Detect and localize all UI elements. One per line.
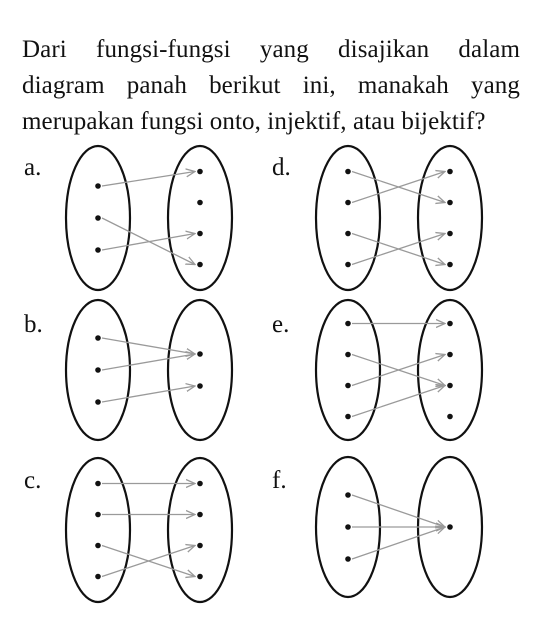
- codomain-element-dot: [447, 200, 453, 206]
- domain-element-dot: [95, 543, 101, 549]
- mapping-arrow: [102, 172, 195, 187]
- codomain-element-dot: [447, 262, 453, 268]
- codomain-element-dot: [197, 383, 203, 389]
- domain-element-dot: [95, 399, 101, 405]
- diagram-label-c: c.: [24, 467, 42, 494]
- codomain-element-dot: [197, 351, 203, 357]
- codomain-element-dot: [447, 231, 453, 237]
- domain-element-dot: [345, 383, 351, 389]
- codomain-element-dot: [447, 524, 453, 530]
- diagram-e: [316, 300, 482, 440]
- codomain-element-dot: [447, 383, 453, 389]
- codomain-set-oval: [168, 458, 232, 602]
- codomain-set-oval: [418, 146, 482, 290]
- codomain-element-dot: [447, 352, 453, 358]
- domain-element-dot: [95, 335, 101, 341]
- codomain-element-dot: [197, 231, 203, 237]
- domain-element-dot: [95, 215, 101, 221]
- mapping-arrow: [352, 386, 445, 417]
- domain-element-dot: [345, 414, 351, 420]
- diagram-label-b: b.: [24, 311, 43, 338]
- domain-set-oval: [66, 458, 130, 602]
- mapping-arrow: [352, 527, 445, 559]
- codomain-element-dot: [197, 169, 203, 175]
- diagram-b: [66, 300, 232, 440]
- domain-element-dot: [95, 574, 101, 580]
- codomain-element-dot: [197, 262, 203, 268]
- diagram-label-a: a.: [24, 154, 42, 181]
- codomain-element-dot: [447, 414, 453, 420]
- diagram-label-d: d.: [272, 154, 291, 181]
- domain-element-dot: [345, 262, 351, 268]
- codomain-element-dot: [197, 574, 203, 580]
- codomain-set-oval: [168, 146, 232, 290]
- domain-set-oval: [316, 146, 380, 290]
- codomain-element-dot: [197, 543, 203, 549]
- diagram-f: [316, 457, 482, 597]
- domain-element-dot: [345, 321, 351, 327]
- domain-element-dot: [345, 169, 351, 175]
- codomain-element-dot: [197, 481, 203, 487]
- domain-element-dot: [95, 367, 101, 373]
- mapping-arrow: [102, 386, 195, 402]
- codomain-element-dot: [197, 200, 203, 206]
- diagram-label-e: e.: [272, 311, 290, 338]
- question-line-3: merupakan fungsi onto, injektif, atau bijektif?: [22, 108, 486, 135]
- domain-element-dot: [95, 247, 101, 253]
- diagram-a: [66, 146, 232, 290]
- domain-element-dot: [95, 481, 101, 487]
- mapping-arrow: [102, 234, 195, 251]
- domain-element-dot: [345, 200, 351, 206]
- question-line-1: Dari fungsi-fungsi yang disajikan dalam: [22, 36, 520, 63]
- domain-element-dot: [345, 524, 351, 530]
- domain-element-dot: [95, 183, 101, 189]
- diagram-d: [316, 146, 482, 290]
- domain-element-dot: [345, 556, 351, 562]
- domain-element-dot: [345, 492, 351, 498]
- diagram-c: [66, 458, 232, 602]
- domain-element-dot: [345, 352, 351, 358]
- codomain-set-oval: [168, 300, 232, 440]
- mapping-arrow: [102, 354, 195, 370]
- diagram-label-f: f.: [272, 467, 287, 494]
- mapping-arrow: [352, 495, 445, 527]
- codomain-element-dot: [197, 512, 203, 518]
- codomain-element-dot: [447, 321, 453, 327]
- question-line-2: diagram panah berikut ini, manakah yang: [22, 72, 520, 99]
- mapping-arrow: [102, 338, 195, 354]
- codomain-element-dot: [447, 169, 453, 175]
- domain-element-dot: [95, 512, 101, 518]
- domain-element-dot: [345, 231, 351, 237]
